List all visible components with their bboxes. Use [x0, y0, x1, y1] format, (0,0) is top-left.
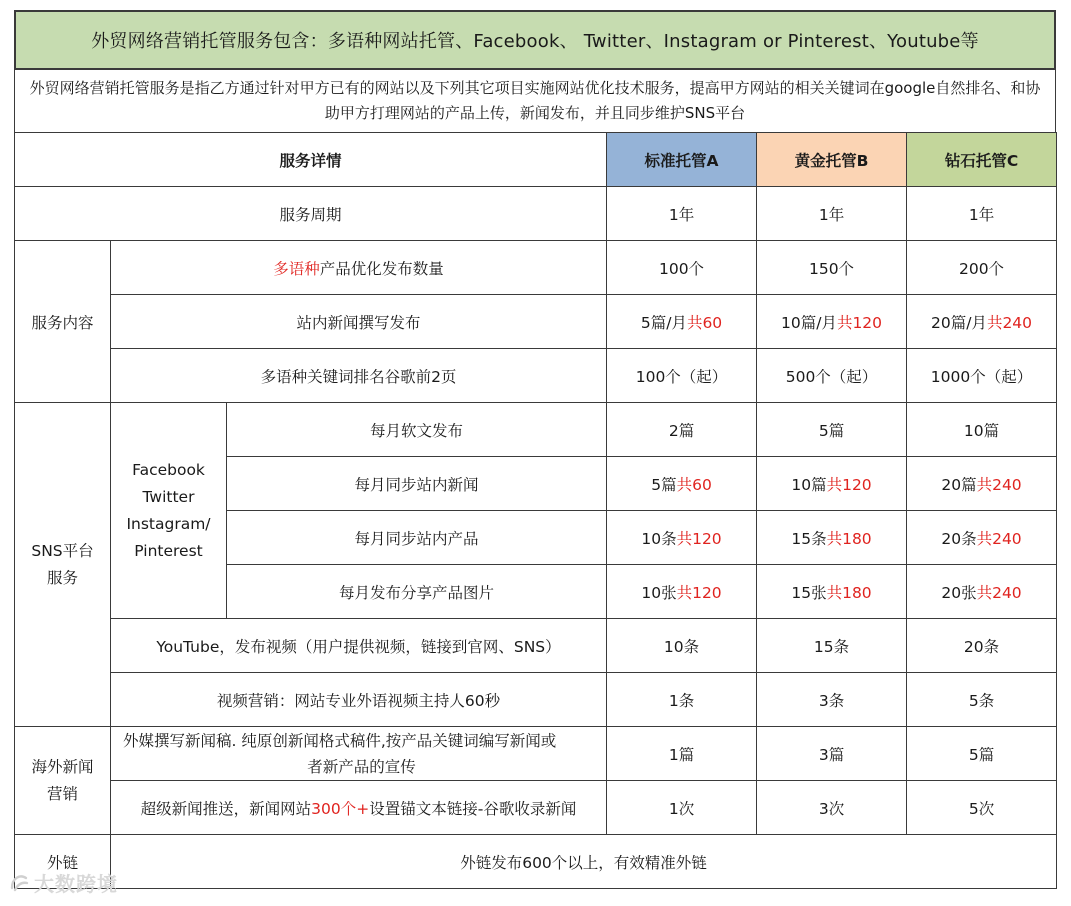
value-text: 20篇: [941, 475, 977, 494]
cell-period-a: 1年: [607, 187, 757, 241]
row-label-sync-products: 每月同步站内产品: [227, 511, 607, 565]
value-text: 10篇: [791, 475, 827, 494]
table-row: [15, 241, 1057, 295]
header-plan-c: 钻石托管C: [907, 133, 1057, 187]
cell-sync-news-b: [757, 457, 907, 511]
table-row: [15, 619, 1057, 673]
label-text: 超级新闻推送，新闻网站: [140, 799, 312, 818]
cell-push-a: 1次: [607, 781, 757, 835]
cell-youtube-a: 10条: [607, 619, 757, 673]
value-total: 共120: [826, 475, 872, 494]
value-text: 20条: [941, 529, 977, 548]
sns-platform-list: [111, 403, 227, 619]
platform-instagram: Instagram/: [126, 514, 211, 533]
value-text: 5篇/月: [640, 313, 687, 332]
label-line: SNS平台: [31, 541, 94, 560]
row-label-video-marketing: 视频营销：网站专业外语视频主持人60秒: [111, 673, 607, 727]
group-label-overseas-news: [15, 727, 111, 835]
label-text: 产品优化发布数量: [319, 259, 444, 278]
cell-sync-products-b: [757, 511, 907, 565]
header-plan-b: 黄金托管B: [757, 133, 907, 187]
row-label-backlinks: 外链: [15, 835, 111, 889]
cell-press-c: 5篇: [907, 727, 1057, 781]
cell-sync-news-c: [907, 457, 1057, 511]
value-total: 共120: [676, 529, 722, 548]
cell-youtube-b: 15条: [757, 619, 907, 673]
cell-products-a: 100个: [607, 241, 757, 295]
cell-news-c: [907, 295, 1057, 349]
value-text: 10条: [641, 529, 677, 548]
value-total: 共60: [686, 313, 723, 332]
label-line: 者新产品的宣传: [307, 757, 416, 776]
row-label-keywords: 多语种关键词排名谷歌前2页: [111, 349, 607, 403]
cell-keywords-c: 1000个（起）: [907, 349, 1057, 403]
cell-news-b: [757, 295, 907, 349]
group-label-sns: [15, 403, 111, 727]
cell-sync-news-a: [607, 457, 757, 511]
cell-backlinks-value: 外链发布600个以上，有效精准外链: [111, 835, 1057, 889]
row-label-soft-article: 每月软文发布: [227, 403, 607, 457]
value-text: 15条: [791, 529, 827, 548]
value-total: 共240: [976, 475, 1022, 494]
cell-period-c: 1年: [907, 187, 1057, 241]
table-row: [15, 781, 1057, 835]
group-label-content: 服务内容: [15, 241, 111, 403]
label-line: 营销: [46, 784, 78, 803]
cell-keywords-b: 500个（起）: [757, 349, 907, 403]
label-line: 海外新闻: [31, 757, 94, 776]
row-label-news-push: [111, 781, 607, 835]
cell-push-c: 5次: [907, 781, 1057, 835]
cell-press-b: 3篇: [757, 727, 907, 781]
page-title: 外贸网络营销托管服务包含：多语种网站托管、Facebook、 Twitter、Instagram or Pinterest、Youtube等: [14, 10, 1056, 70]
value-total: 共60: [676, 475, 712, 494]
header-plan-a: 标准托管A: [607, 133, 757, 187]
value-total: 共240: [986, 313, 1033, 332]
label-text: 设置锚文本链接-谷歌收录新闻: [369, 799, 577, 818]
table-row: [15, 349, 1057, 403]
value-text: 20张: [941, 583, 977, 602]
cell-sync-products-c: [907, 511, 1057, 565]
cell-video-marketing-c: 5条: [907, 673, 1057, 727]
cell-soft-article-a: 2篇: [607, 403, 757, 457]
cell-share-images-a: [607, 565, 757, 619]
value-total: 共240: [976, 583, 1022, 602]
row-label-sync-news: 每月同步站内新闻: [227, 457, 607, 511]
cell-youtube-c: 20条: [907, 619, 1057, 673]
label-line: 服务: [46, 568, 78, 587]
row-label-products: [111, 241, 607, 295]
pricing-table: [14, 132, 1057, 889]
cell-products-b: 150个: [757, 241, 907, 295]
value-total: 共120: [836, 313, 883, 332]
value-total: 共120: [676, 583, 722, 602]
platform-twitter: Twitter: [142, 487, 195, 506]
cell-share-images-b: [757, 565, 907, 619]
cell-video-marketing-a: 1条: [607, 673, 757, 727]
value-total: 共180: [826, 529, 872, 548]
cell-video-marketing-b: 3条: [757, 673, 907, 727]
cell-products-c: 200个: [907, 241, 1057, 295]
row-label-press-release: [111, 727, 607, 781]
cell-push-b: 3次: [757, 781, 907, 835]
label-highlight: 300个+: [311, 799, 370, 818]
row-label-share-images: 每月发布分享产品图片: [227, 565, 607, 619]
value-text: 5篇: [651, 475, 677, 494]
value-text: 20篇/月: [930, 313, 987, 332]
value-total: 共180: [826, 583, 872, 602]
table-row: [15, 673, 1057, 727]
watermark-logo-icon: [8, 872, 30, 894]
table-row: [15, 295, 1057, 349]
cell-press-a: 1篇: [607, 727, 757, 781]
label-highlight: 多语种: [273, 259, 320, 278]
value-text: 15张: [791, 583, 827, 602]
row-label-news: 站内新闻撰写发布: [111, 295, 607, 349]
cell-news-a: [607, 295, 757, 349]
watermark-text: 大数跨境: [34, 872, 118, 896]
table-header-row: [15, 133, 1057, 187]
cell-keywords-a: 100个（起）: [607, 349, 757, 403]
table-row: [15, 403, 1057, 457]
cell-share-images-c: [907, 565, 1057, 619]
value-total: 共240: [976, 529, 1022, 548]
service-description: 外贸网络营销托管服务是指乙方通过针对甲方已有的网站以及下列其它项目实施网站优化技术服务，提高甲方网站的相关关键词在google自然排名、和协助甲方打理网站的产品上传，新闻发布，并且同步维护SNS平台: [14, 70, 1056, 132]
cell-soft-article-c: 10篇: [907, 403, 1057, 457]
cell-soft-article-b: 5篇: [757, 403, 907, 457]
header-service-details: 服务详情: [15, 133, 607, 187]
value-text: 10篇/月: [780, 313, 837, 332]
row-label-period: 服务周期: [15, 187, 607, 241]
table-row: [15, 187, 1057, 241]
label-line: 外媒撰写新闻稿. 纯原创新闻格式稿件,按产品关键词编写新闻或: [123, 731, 557, 750]
table-row: [15, 835, 1057, 889]
cell-period-b: 1年: [757, 187, 907, 241]
row-label-youtube: YouTube，发布视频（用户提供视频，链接到官网、SNS）: [111, 619, 607, 673]
table-row: [15, 727, 1057, 781]
platform-facebook: Facebook: [132, 460, 205, 479]
cell-sync-products-a: [607, 511, 757, 565]
platform-pinterest: Pinterest: [134, 541, 203, 560]
value-text: 10张: [641, 583, 677, 602]
